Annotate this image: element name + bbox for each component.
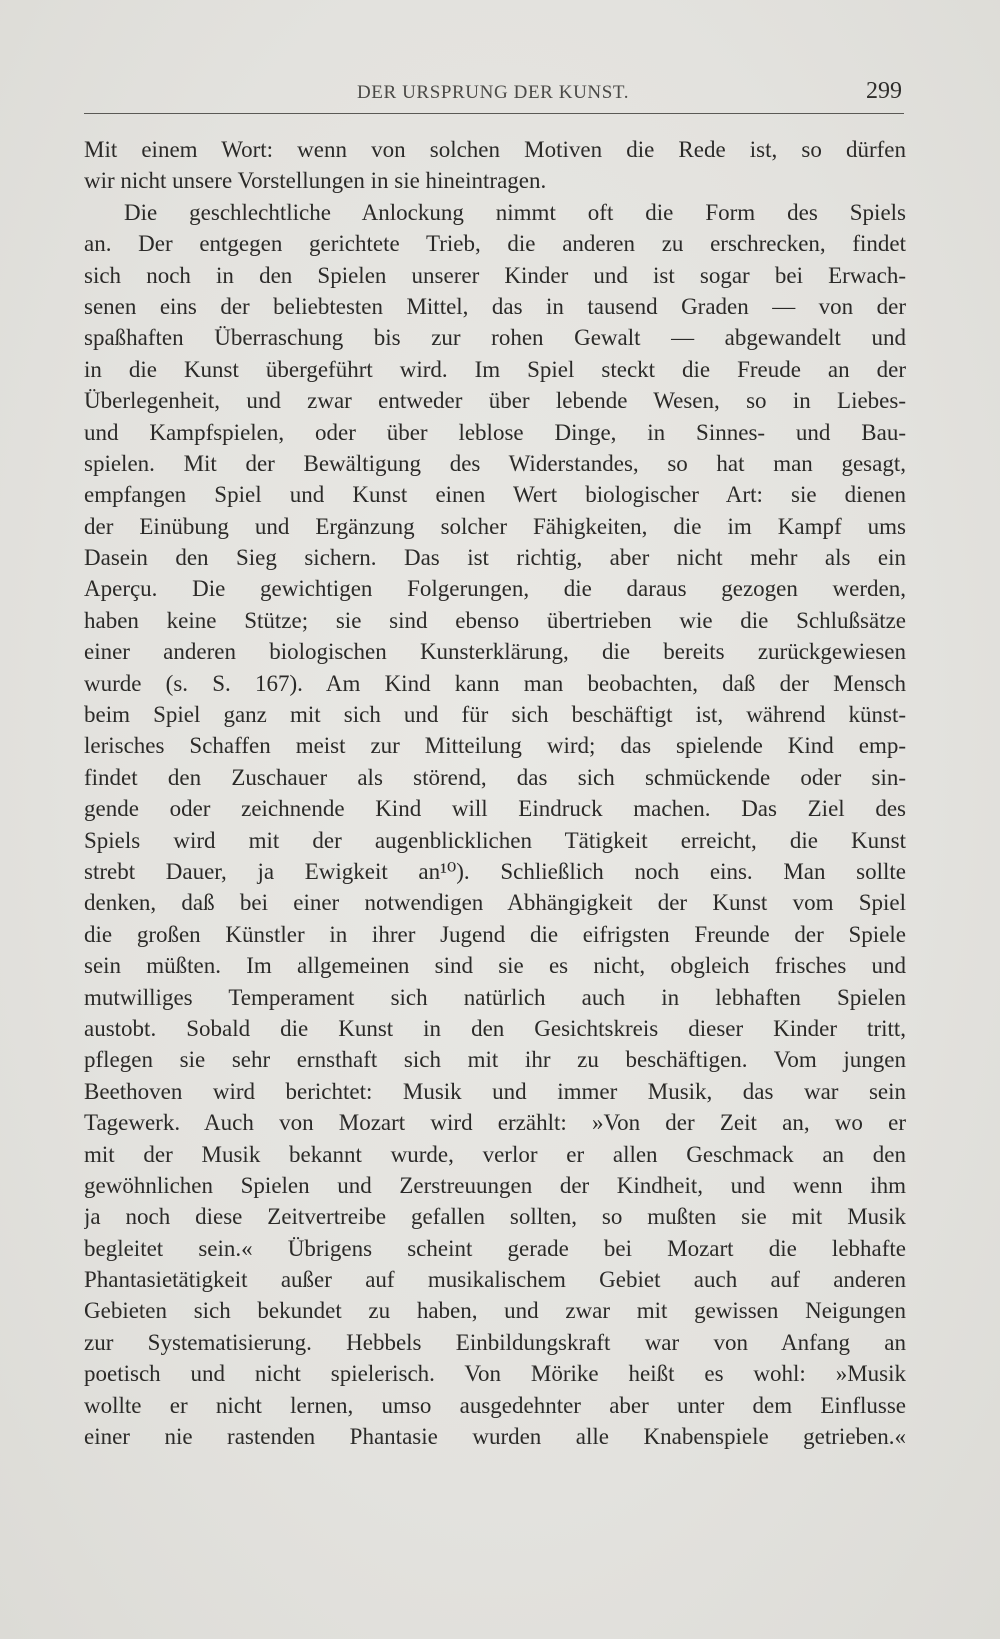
page-number: 299 xyxy=(866,78,902,104)
text-line: ja noch diese Zeitvertreibe gefallen sollten, so mußten sie mit Musik xyxy=(84,1204,906,1230)
running-head xyxy=(84,78,902,112)
text-line: Überlegenheit, und zwar entweder über lebende Wesen, so in Liebes- xyxy=(84,388,906,414)
text-line: sein müßten. Im allgemeinen sind sie es nicht, obgleich frisches und xyxy=(84,953,906,979)
text-line: wurde (s. S. 167). Am Kind kann man beobachten, daß der Mensch xyxy=(84,670,906,696)
text-line: zur Systematisierung. Hebbels Einbildungskraft war von Anfang an xyxy=(84,1329,906,1355)
text-line: spaßhaften Überraschung bis zur rohen Gewalt — abgewandelt und xyxy=(84,325,906,351)
text-line: einer nie rastenden Phantasie wurden alle Knabenspiele getrieben.« xyxy=(84,1424,906,1450)
body-text xyxy=(84,134,906,1452)
text-line: mit der Musik bekannt wurde, verlor er allen Geschmack an den xyxy=(84,1141,906,1167)
text-line: denken, daß bei einer notwendigen Abhängigkeit der Kunst vom Spiel xyxy=(84,890,906,916)
text-line: in die Kunst übergeführt wird. Im Spiel steckt die Freude an der xyxy=(84,356,906,382)
text-line: mutwilliges Temperament sich natürlich auch in lebhaften Spielen xyxy=(84,984,906,1010)
text-line: lerisches Schaffen meist zur Mitteilung wird; das spielende Kind emp- xyxy=(84,733,906,759)
text-line: gende oder zeichnende Kind will Eindruck machen. Das Ziel des xyxy=(84,796,906,822)
text-line: begleitet sein.« Übrigens scheint gerade bei Mozart die lebhafte xyxy=(84,1235,906,1261)
header-rule xyxy=(84,113,904,114)
text-line: spielen. Mit der Bewältigung des Widerstandes, so hat man gesagt, xyxy=(84,450,906,476)
text-line: der Einübung und Ergänzung solcher Fähigkeiten, die im Kampf ums xyxy=(84,513,906,539)
text-line: strebt Dauer, ja Ewigkeit an¹⁰). Schließlich noch eins. Man sollte xyxy=(84,858,906,884)
text-line: Die geschlechtliche Anlockung nimmt oft die Form des Spiels xyxy=(124,199,906,225)
text-line: Phantasietätigkeit außer auf musikalischem Gebiet auch auf anderen xyxy=(84,1267,906,1293)
text-line: austobt. Sobald die Kunst in den Gesichtskreis dieser Kinder tritt, xyxy=(84,1015,906,1041)
text-line: Gebieten sich bekundet zu haben, und zwar mit gewissen Neigungen xyxy=(84,1298,906,1324)
text-line: senen eins der beliebtesten Mittel, das in tausend Graden — von der xyxy=(84,293,906,319)
text-line: pflegen sie sehr ernsthaft sich mit ihr zu beschäftigen. Vom jungen xyxy=(84,1047,906,1073)
text-line: poetisch und nicht spielerisch. Von Mörike heißt es wohl: »Musik xyxy=(84,1361,906,1387)
text-line: sich noch in den Spielen unserer Kinder und ist sogar bei Erwach- xyxy=(84,262,906,288)
text-line: Aperçu. Die gewichtigen Folgerungen, die daraus gezogen werden, xyxy=(84,576,906,602)
text-line: Mit einem Wort: wenn von solchen Motiven die Rede ist, so dürfen xyxy=(84,137,906,162)
running-title: DER URSPRUNG DER KUNST. xyxy=(356,82,630,103)
text-line: Tagewerk. Auch von Mozart wird erzählt: »Von der Zeit an, wo er xyxy=(84,1110,906,1136)
text-line: Spiels wird mit der augenblicklichen Tätigkeit erreicht, die Kunst xyxy=(84,827,906,853)
text-line: an. Der entgegen gerichtete Trieb, die anderen zu erschrecken, findet xyxy=(84,231,906,257)
text-line: gewöhnlichen Spielen und Zerstreuungen der Kindheit, und wenn ihm xyxy=(84,1172,906,1198)
text-line: und Kampfspielen, oder über leblose Dinge, in Sinnes- und Bau- xyxy=(84,419,906,445)
text-line: haben keine Stütze; sie sind ebenso übertrieben wie die Schlußsätze xyxy=(84,607,906,633)
text-line: empfangen Spiel und Kunst einen Wert biologischer Art: sie dienen xyxy=(84,482,906,508)
text-line: wir nicht unsere Vorstellungen in sie hineintragen. xyxy=(84,168,547,194)
text-line: beim Spiel ganz mit sich und für sich beschäftigt ist, während künst- xyxy=(84,702,906,728)
text-line: Beethoven wird berichtet: Musik und immer Musik, das war sein xyxy=(84,1078,906,1104)
text-line: findet den Zuschauer als störend, das sich schmückende oder sin- xyxy=(84,764,906,790)
text-line: wollte er nicht lernen, umso ausgedehnter aber unter dem Einflusse xyxy=(84,1392,906,1418)
text-line: Dasein den Sieg sichern. Das ist richtig, aber nicht mehr als ein xyxy=(84,545,906,571)
text-line: die großen Künstler in ihrer Jugend die eifrigsten Freunde der Spiele xyxy=(84,921,906,947)
text-line: einer anderen biologischen Kunsterklärung, die bereits zurückgewiesen xyxy=(84,639,906,665)
